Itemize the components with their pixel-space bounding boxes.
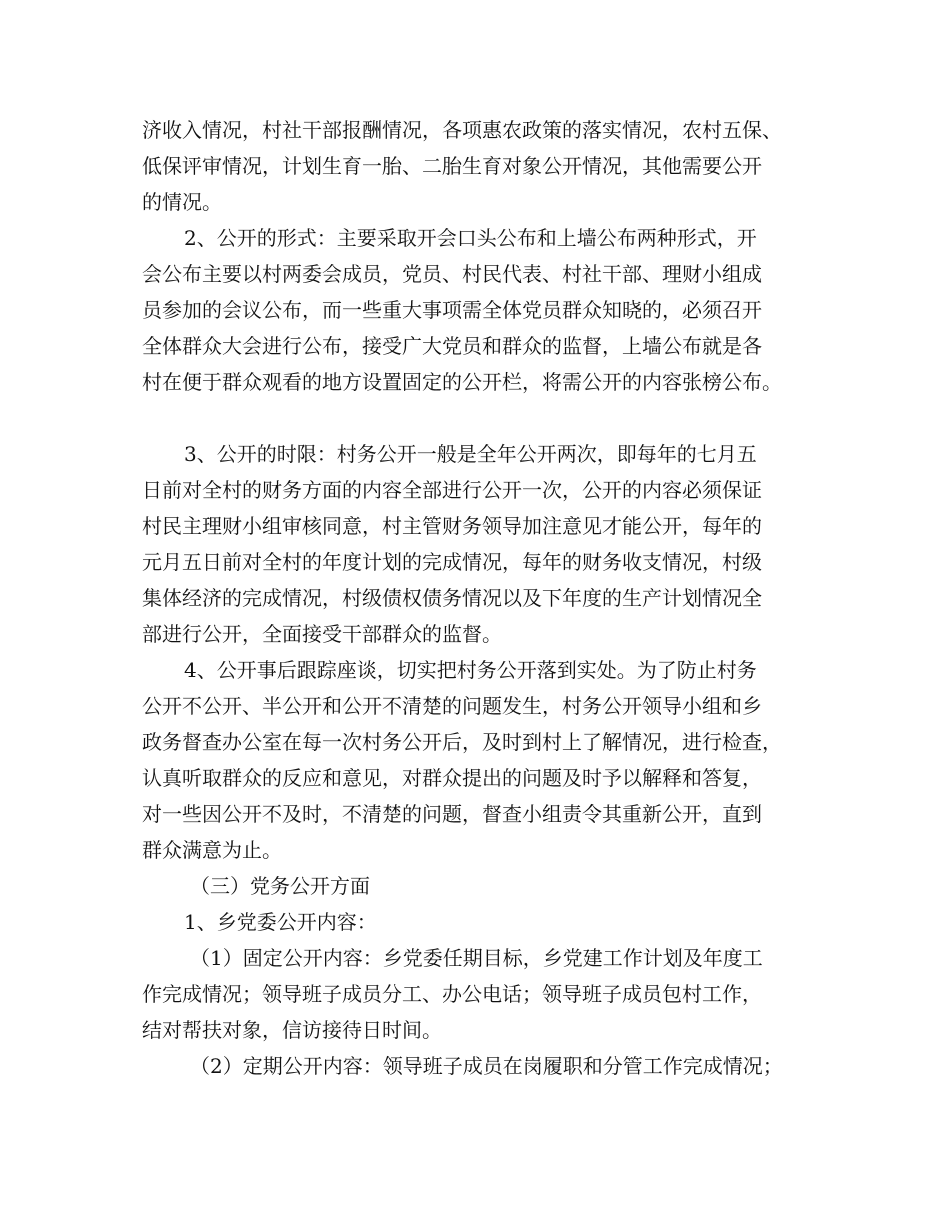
text-line: 认真听取群众的反应和意见，对群众提出的问题及时予以解释和答复， [142,766,762,790]
text-line: 低保评审情况，计划生育一胎、二胎生育对象公开情况，其他需要公开 [142,154,762,178]
paragraph-start-line: （1）固定公开内容：乡党委任期目标，乡党建工作计划及年度工 [190,946,763,970]
text-line: 公开不公开、半公开和公开不清楚的问题发生，村务公开领导小组和乡 [142,694,762,718]
text-line: 群众满意为止。 [142,838,282,862]
text-line: 员参加的会议公布，而一些重大事项需全体党员群众知晓的，必须召开 [142,298,762,322]
text-line: 部进行公开，全面接受干部群众的监督。 [142,622,502,646]
paragraph-start-line: （2）定期公开内容：领导班子成员在岗履职和分管工作完成情况； [190,1054,783,1078]
text-line: 的情况。 [142,190,222,214]
text-line: 集体经济的完成情况，村级债权债务情况以及下年度的生产计划情况全 [142,586,762,610]
text-line: 对一些因公开不及时，不清楚的问题，督查小组责令其重新公开，直到 [142,802,762,826]
text-line: 日前对全村的财务方面的内容全部进行公开一次，公开的内容必须保证 [142,478,762,502]
paragraph-start-line: 4、公开事后跟踪座谈，切实把村务公开落到实处。为了防止村务 [184,658,757,682]
text-line: 作完成情况；领导班子成员分工、办公电话；领导班子成员包村工作， [142,982,762,1006]
text-line: 政务督查办公室在每一次村务公开后，及时到村上了解情况，进行检查， [142,730,782,754]
text-line: 村在便于群众观看的地方设置固定的公开栏，将需公开的内容张榜公布。 [142,370,782,394]
text-line: 村民主理财小组审核同意，村主管财务领导加注意见才能公开，每年的 [142,514,762,538]
text-line: 元月五日前对全村的年度计划的完成情况，每年的财务收支情况，村级 [142,550,762,574]
text-line: 结对帮扶对象，信访接待日时间。 [142,1018,442,1042]
paragraph-start-line: 3、公开的时限：村务公开一般是全年公开两次，即每年的七月五 [184,442,757,466]
text-line: 济收入情况，村社干部报酬情况，各项惠农政策的落实情况，农村五保、 [142,118,782,142]
document-body [142,112,832,1084]
text-line: 会公布主要以村两委会成员，党员、村民代表、村社干部、理财小组成 [142,262,762,286]
section-heading: （三）党务公开方面 [190,874,370,898]
paragraph-start-line: 2、公开的形式：主要采取开会口头公布和上墙公布两种形式，开 [184,226,757,250]
text-line: 全体群众大会进行公布，接受广大党员和群众的监督，上墙公布就是各 [142,334,762,358]
blank-line [142,400,832,436]
subsection-heading: 1、乡党委公开内容： [184,910,377,934]
